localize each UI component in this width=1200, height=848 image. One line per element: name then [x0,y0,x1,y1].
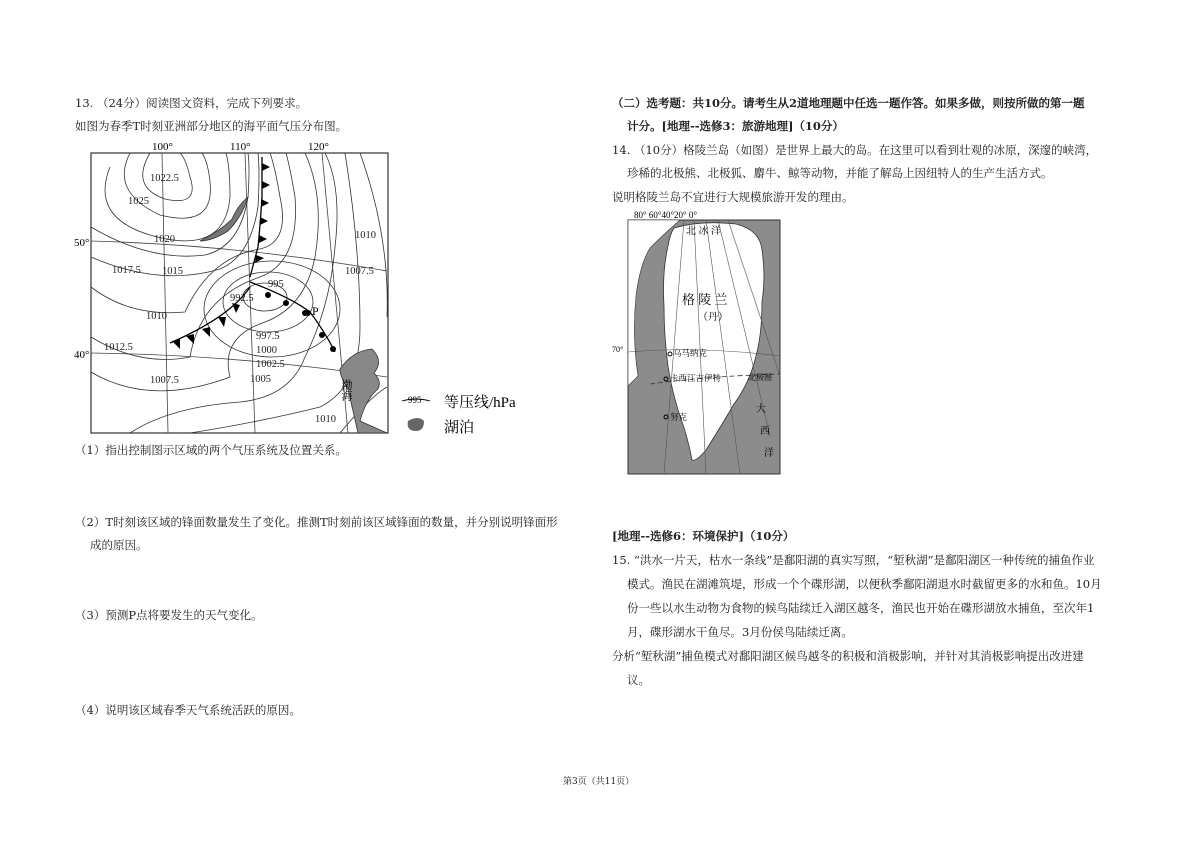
bohai-label: 渤海 [340,379,352,401]
q15-line1: 15. “洪水一片天，枯水一条线”是鄱阳湖的真实写照，“堑秋湖”是鄱阳湖区一种传统的捕鱼作业 [612,553,1095,567]
gl-atlantic-1: 大 [756,404,766,415]
q13-part3: （3）预测P点将要发生的天气变化。 [75,608,263,622]
gl-arctic-ocean: 北 冰 洋 [686,226,721,237]
isobar-label: 1007.5 [345,266,374,277]
gl-atlantic-3: 洋 [764,448,774,459]
legend-line-sample: 995 [408,395,422,405]
elective6-header: [地理--选修6：环境保护]（10分） [612,529,795,543]
pressure-map [74,137,530,437]
q15-line2: 模式。渔民在湖滩筑堤，形成一个个碟形湖，以便秋季鄱阳湖退水时截留更多的水和鱼。10月 [627,577,1102,591]
q15-line4: 月，碟形湖水干鱼尽。3月份侯鸟陆续迁离。 [627,625,853,639]
isobar-label: 1012.5 [104,342,133,353]
q13-part4: （4）说明该区域春季天气系统活跃的原因。 [75,703,301,717]
elective-header-line2: 计分。[地理--选修3：旅游地理]（10分） [627,119,844,133]
gl-arctic-circle-label: 北极圈 [748,373,772,382]
q13-intro: 如图为春季T时刻亚洲部分地区的海平面气压分布图。 [75,119,348,133]
page-footer: 第3页（共11页） [563,777,635,787]
q14-question: 说明格陵兰岛不宜进行大规模旅游开发的理由。 [612,190,854,204]
legend-isobar-label: 等压线/hPa [444,395,516,411]
point-p-dot [305,310,311,316]
isobar-label: 1020 [154,234,175,245]
q14-line2: 珍稀的北极熊、北极狐、麝牛、鲸等动物，并能了解岛上因纽特人的生产生活方式。 [627,166,1053,180]
isobar-label: 1017.5 [112,265,141,276]
gl-island-name: 格 陵 兰 [682,292,728,307]
isobar-label: 1002.5 [256,359,285,370]
q14-line1: 14. （10分）格陵兰岛（如图）是世界上最大的岛。在这里可以看到壮观的冰原，深邃的峡湾， [612,143,1098,157]
lon-label-120: 120° [308,141,329,153]
isobar-label: 1025 [128,196,149,207]
isobar-label: 1015 [162,266,183,277]
q13-header: 13. （24分）阅读图文资料，完成下列要求。 [75,96,308,110]
lon-label-100: 100° [152,141,173,153]
q15-line3: 份一些以水生动物为食物的候鸟陆续迁入湖区越冬，渔民也开始在碟形湖放水捕鱼，至次年1 [627,601,1095,615]
isobar-label: 1010 [315,414,336,425]
q15-question-line2: 议。 [627,673,650,687]
lon-label-110: 110° [230,141,251,153]
isobar-label: 1010 [355,230,376,241]
isobar-label: 1000 [256,345,277,356]
gl-country: （丹） [698,312,728,323]
isobar-label: 1005 [250,374,271,385]
isobar-label: 1007.5 [150,375,179,386]
gl-atlantic-2: 西 [760,426,770,437]
q13-part2-line2: 成的原因。 [90,538,148,552]
legend-lake-label: 湖泊 [444,420,475,436]
gl-lon-labels: 80° 60°40°20° 0° [634,210,697,220]
q13-part1: （1）指出控制图示区域的两个气压系统及位置关系。 [75,443,347,457]
isobar-label: 1022.5 [150,173,179,184]
isobar-label: 992.5 [230,293,254,304]
greenland-map [610,206,785,478]
elective-header-line1: （二）选考题：共10分。请考生从2道地理题中任选一题作答。如果多做，则按所做的第一题 [612,96,1085,110]
isobar-label: 995 [268,279,284,290]
legend-lake-icon [408,418,424,431]
gl-city2: 卡西江吉伊特 [670,373,722,383]
q15-question-line1: 分析“堑秋湖”捕鱼模式对鄱阳湖区候鸟越冬的积极和消极影响，并针对其消极影响提出改进建 [612,649,1084,663]
isobar-label: 997.5 [256,331,280,342]
lat-label-40: 40° [74,349,90,361]
q13-part2-line1: （2）T时刻该区域的锋面数量发生了变化。推测T时刻前该区域锋面的数量，并分别说明锋面形 [75,515,558,529]
gl-lat70: 70° [612,345,624,354]
isobar-label: 1010 [146,311,167,322]
gl-city3: 努克 [670,412,688,422]
point-p-label: P [312,304,319,318]
gl-city1: 乌马纳克 [673,348,708,358]
lat-label-50: 50° [74,237,90,249]
